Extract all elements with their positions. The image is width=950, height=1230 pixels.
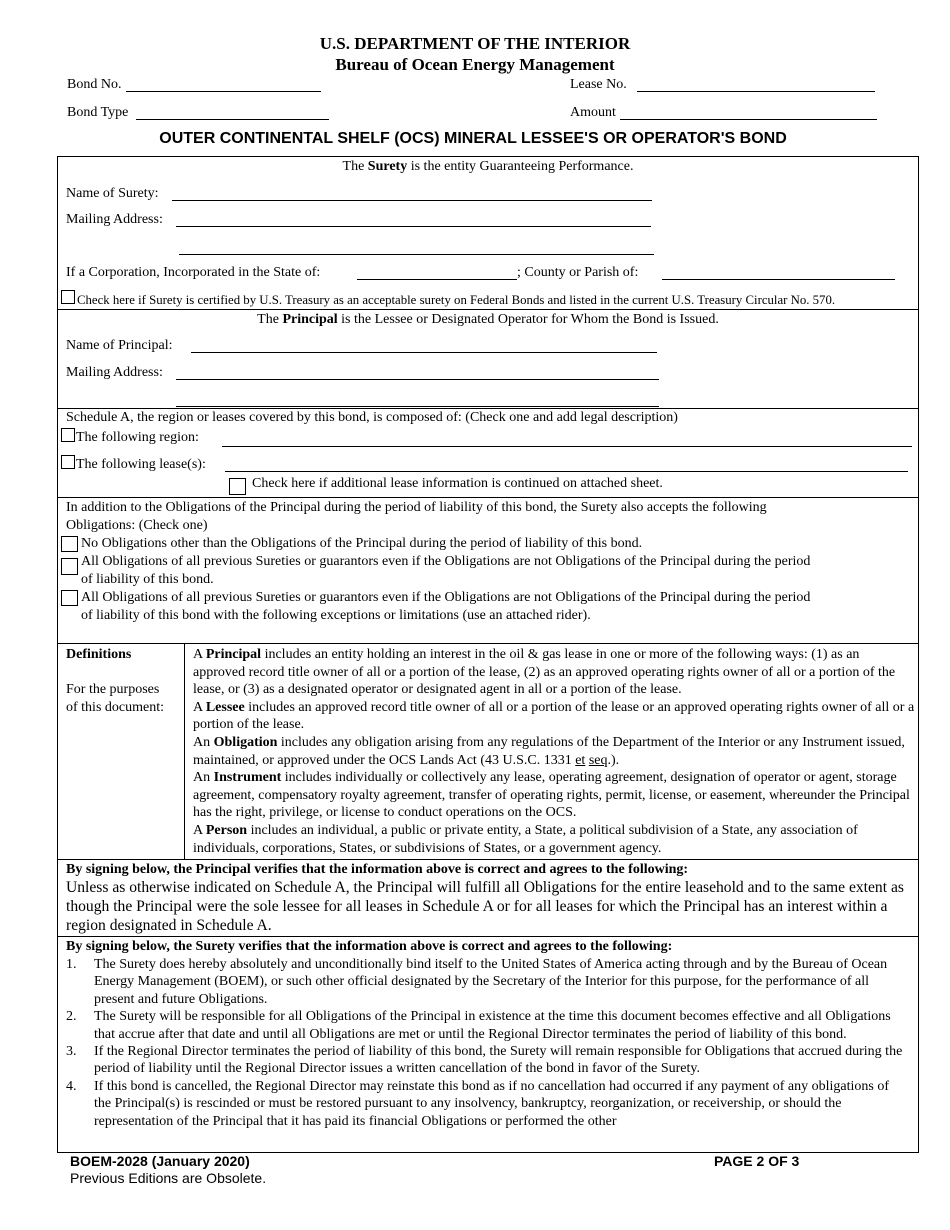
principal-signing-heading: By signing below, the Principal verifies that the information above is correct and agrees to the following: bbox=[66, 862, 689, 877]
principal-address-label: Mailing Address: bbox=[66, 365, 163, 380]
definition-instrument: An Instrument includes individually or collectively any lease, operating agreement, designation of operator or agent, storage agreement, compensatory royalty agreement, transfer of operating rights, permit, license, or easement, whereunder the Principal has the right, privilege, or license to conduct operations on the OCS. bbox=[193, 770, 910, 821]
list-item: 4. If this bond is cancelled, the Regional Director may reinstate this bond as if no cancellation had occurred if any payment of any obligations of the Principal(s) is rescinded or must be restored pursuant to any insolvency, bankruptcy, reorganization, or receivership, or should the representation of the Principal that it has paid its financial Obligations or performed the other bbox=[66, 1078, 890, 1129]
bond-no-field[interactable] bbox=[126, 91, 321, 92]
obligations-intro-line1: In addition to the Obligations of the Principal during the period of liability of this bond, the Surety also accepts the following bbox=[66, 500, 767, 515]
obligation-option1-checkbox[interactable] bbox=[61, 536, 78, 552]
principal-intro: The Principal is the Lessee or Designated Operator for Whom the Bond is Issued. bbox=[257, 312, 719, 327]
form-title: OUTER CONTINENTAL SHELF (OCS) MINERAL LESSEE'S OR OPERATOR'S BOND bbox=[159, 130, 787, 147]
surety-county-label: ; County or Parish of: bbox=[517, 265, 639, 280]
footer-note: Previous Editions are Obsolete. bbox=[70, 1170, 267, 1186]
definitions-body bbox=[193, 646, 915, 857]
obligation-option3-checkbox[interactable] bbox=[61, 590, 78, 606]
divider bbox=[57, 309, 919, 310]
obligations-intro-line2: Obligations: (Check one) bbox=[66, 518, 208, 533]
lease-no-field[interactable] bbox=[637, 91, 875, 92]
leases-label: The following lease(s): bbox=[76, 457, 206, 472]
bond-type-field[interactable] bbox=[136, 119, 329, 120]
bond-no-label: Bond No. bbox=[67, 77, 122, 92]
bond-type-label: Bond Type bbox=[67, 105, 129, 120]
treasury-check-label: Check here if Surety is certified by U.S. Treasury as an acceptable surety on Federal Bonds and listed in the current U.S. Treasury Circular No. 570. bbox=[77, 293, 836, 307]
obligation-option2-checkbox[interactable] bbox=[61, 558, 78, 575]
surety-name-field[interactable] bbox=[172, 200, 652, 201]
surety-address-field-1[interactable] bbox=[176, 226, 651, 227]
department-title: U.S. DEPARTMENT OF THE INTERIOR bbox=[319, 34, 631, 53]
obligation-option2-line1: All Obligations of all previous Sureties or guarantors even if the Obligations are not Obligations of the Principal during the period bbox=[81, 554, 811, 569]
principal-address-field-1[interactable] bbox=[176, 379, 659, 380]
divider bbox=[57, 497, 919, 498]
principal-name-label: Name of Principal: bbox=[66, 338, 173, 353]
list-item: 3. If the Regional Director terminates the period of liability of this bond, the Surety will remain responsible for Obligations that accrued during the period of liability until the Regional Director issues a written cancellation of the bond in favor of the Surety. bbox=[66, 1044, 903, 1077]
definitions-purpose-line1: For the purposes bbox=[66, 682, 160, 697]
obligation-option2-line2: of liability of this bond. bbox=[81, 572, 214, 587]
region-label: The following region: bbox=[76, 430, 199, 445]
surety-obligations-list bbox=[66, 956, 906, 1130]
continued-checkbox[interactable] bbox=[229, 478, 246, 495]
divider bbox=[57, 859, 919, 860]
obligation-option3-line2: of liability of this bond with the following exceptions or limitations (use an attached rider). bbox=[81, 608, 591, 623]
surety-intro: The Surety is the entity Guaranteeing Performance. bbox=[342, 159, 634, 174]
surety-address-field-2[interactable] bbox=[179, 254, 654, 255]
schedule-intro: Schedule A, the region or leases covered by this bond, is composed of: (Check one and add legal description) bbox=[66, 410, 678, 425]
amount-field[interactable] bbox=[620, 119, 877, 120]
surety-county-field[interactable] bbox=[662, 279, 895, 280]
treasury-checkbox[interactable] bbox=[61, 290, 75, 304]
principal-address-field-2[interactable] bbox=[176, 406, 659, 407]
surety-corp-state-label: If a Corporation, Incorporated in the State of: bbox=[66, 265, 321, 280]
definition-lessee: A Lessee includes an approved record title owner of all or a portion of the lease or an approved operating rights owner of all or a portion of the lease. bbox=[193, 699, 915, 733]
footer-form-id: BOEM-2028 (January 2020) bbox=[70, 1153, 250, 1169]
surety-corp-state-field[interactable] bbox=[357, 279, 517, 280]
definition-person: A Person includes an individual, a public or private entity, a State, a political subdivision of a State, any association of individuals, corporations, States, or subdivisions of States, or a government agency. bbox=[193, 822, 858, 856]
list-item: 2. The Surety will be responsible for all Obligations of the Principal in existence at the time this document becomes effective and all Obligations that accrue after that date and until all Obligations are met or until the Regional Director terminates the period of liability of this bond. bbox=[66, 1009, 891, 1042]
lease-no-label: Lease No. bbox=[570, 77, 627, 92]
definitions-heading: Definitions bbox=[66, 647, 132, 662]
obligation-option3-line1: All Obligations of all previous Sureties or guarantors even if the Obligations are not Obligations of the Principal during the period bbox=[81, 590, 811, 605]
definition-principal: A Principal includes an entity holding an interest in the oil & gas lease in one or more of the following ways: (1) as an approved record title owner of all or a portion of the lease, (2) as an approved operating rights owner of all or a portion of the lease, or (3) as a designated operator or designated agent in all or a portion of the lease. bbox=[193, 647, 896, 698]
continued-label: Check here if additional lease information is continued on attached sheet. bbox=[252, 476, 663, 491]
region-field[interactable] bbox=[222, 446, 912, 447]
surety-name-label: Name of Surety: bbox=[66, 186, 159, 201]
principal-signing-text: Unless as otherwise indicated on Schedule A, the Principal will fulfill all Obligations for the entire leasehold and to the same extent as though the Principal were the sole lessee for all leases in Schedule A or for all leases for which the Principal has an interest within a region designated in Schedule A. bbox=[66, 879, 904, 934]
surety-address-label: Mailing Address: bbox=[66, 212, 163, 227]
region-checkbox[interactable] bbox=[61, 428, 75, 442]
principal-name-field[interactable] bbox=[191, 352, 657, 353]
definition-obligation: An Obligation includes any obligation arising from any regulations of the Department of the Interior or any Instrument issued, maintained, or approved under the OCS Lands Act (43 U.S.C. 1331 et seq.). bbox=[193, 734, 905, 768]
definitions-purpose-line2: of this document: bbox=[66, 700, 164, 715]
amount-label: Amount bbox=[570, 105, 616, 120]
definitions-column-divider bbox=[184, 643, 185, 859]
surety-signing-heading: By signing below, the Surety verifies that the information above is correct and agrees to the following: bbox=[66, 939, 673, 954]
list-item: 1. The Surety does hereby absolutely and unconditionally bind itself to the United States of America acting through and by the Bureau of Ocean Energy Management (BOEM), or such other official designated by the Secretary of the Interior for this purpose, for the performance of all present and future Obligations. bbox=[66, 957, 888, 1007]
leases-checkbox[interactable] bbox=[61, 455, 75, 469]
divider bbox=[57, 936, 919, 937]
divider bbox=[57, 643, 919, 644]
bureau-title: Bureau of Ocean Energy Management bbox=[335, 55, 615, 74]
footer-page-number: PAGE 2 OF 3 bbox=[714, 1153, 800, 1169]
obligation-option1-label: No Obligations other than the Obligations of the Principal during the period of liability of this bond. bbox=[81, 536, 643, 551]
leases-field[interactable] bbox=[225, 471, 908, 472]
